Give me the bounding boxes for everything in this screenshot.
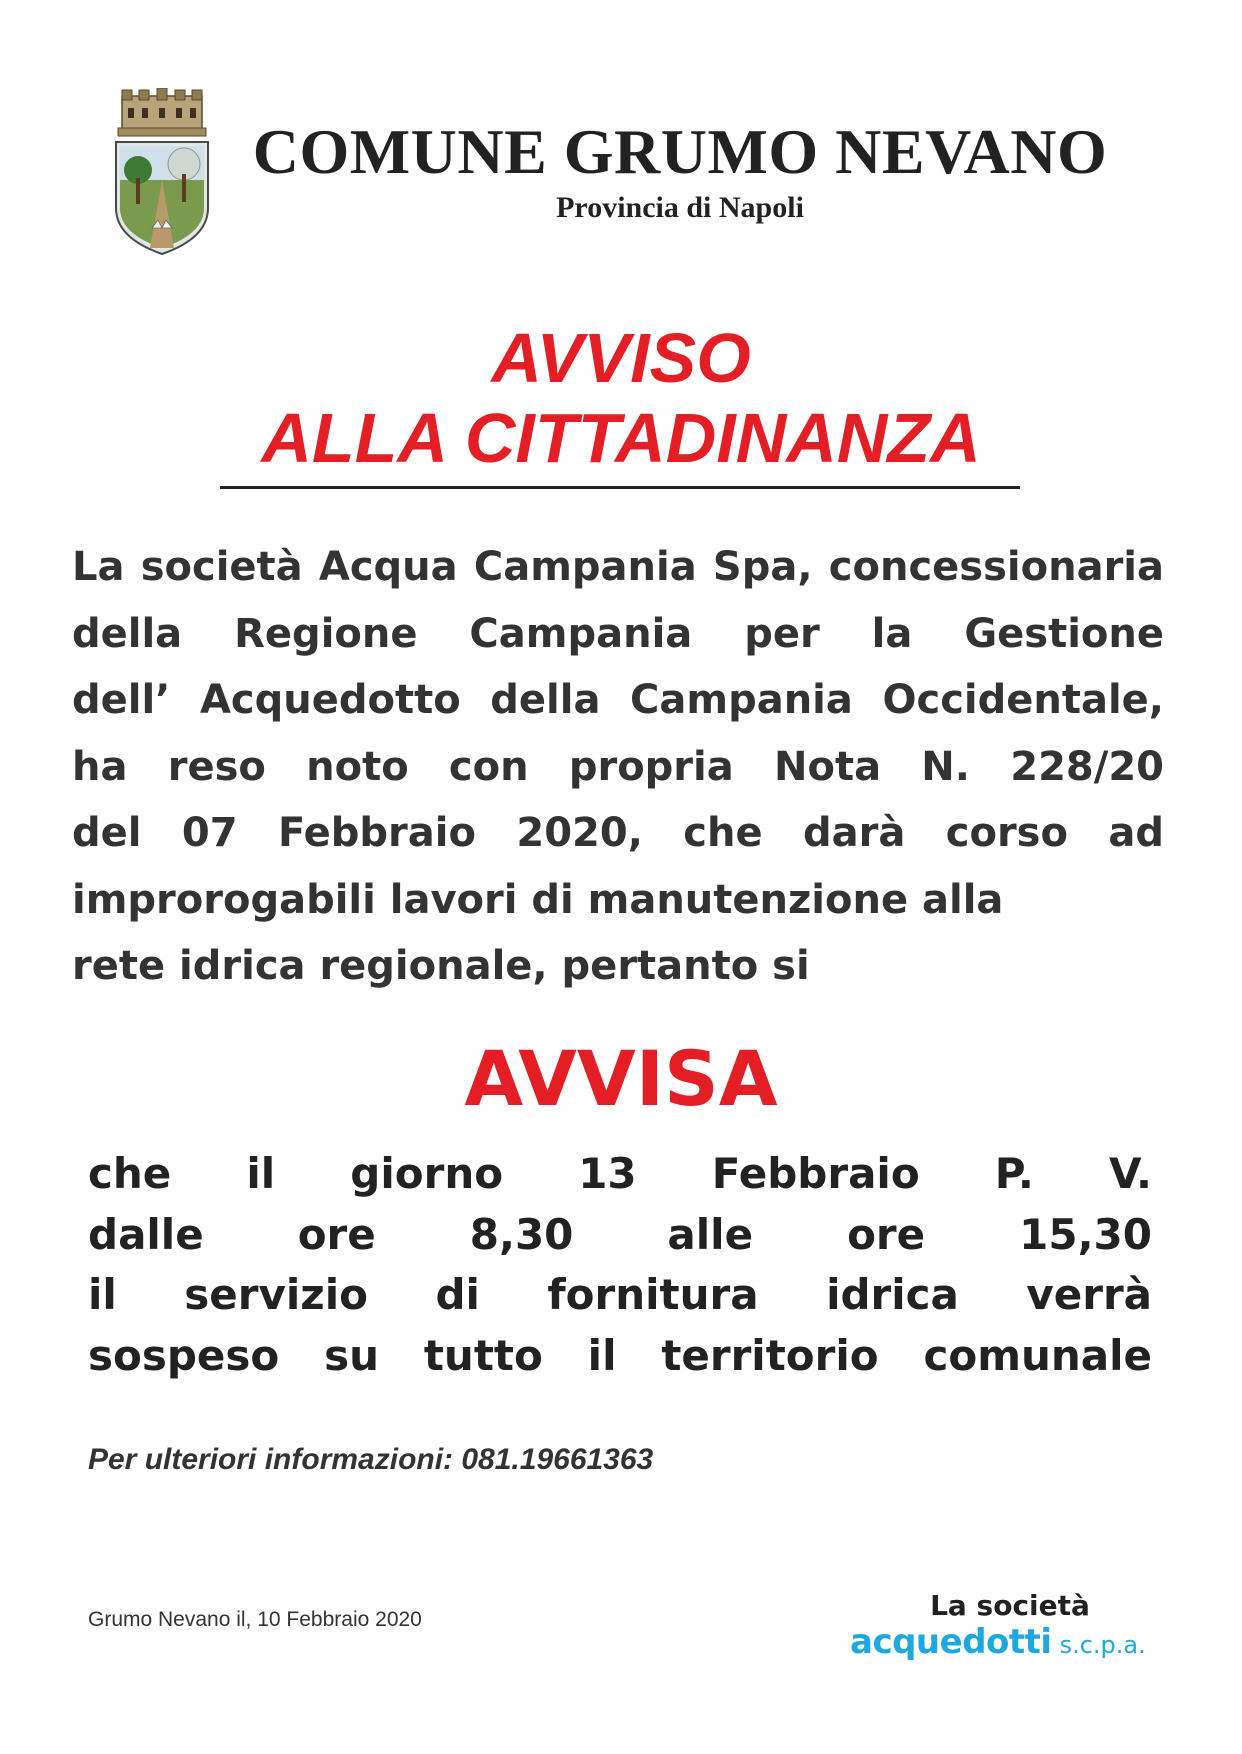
logo-suffix-text: s.c.p.a. [1059,1631,1146,1659]
body-line: rete idrica regionale, pertanto si [72,943,810,989]
dateline: Grumo Nevano il, 10 Febbraio 2020 [88,1608,422,1631]
coat-of-arms-icon [112,88,212,258]
body-line: ha reso noto con propria Nota N. 228/20 [72,743,1164,790]
notice-body [72,534,1164,1000]
contact-info: Per ulteriori informazioni: 081.19661363 [88,1443,654,1476]
notice-title [0,318,1242,478]
logo-main-text: acquedotti [850,1622,1052,1662]
announcement-line: il servizio di fornitura idrica verrà [88,1270,1152,1319]
title-underline [220,486,1020,489]
notice-title-line-1: AVVISO [491,319,751,397]
body-line: della Regione Campania per la Gestione [72,610,1164,657]
body-line: del 07 Febbraio 2020, che darà corso ad [72,810,1164,856]
announcement-line: sospeso su tutto il territorio comunale [88,1330,1152,1380]
announcement-line: che il giorno 13 Febbraio P. V. [88,1149,1152,1198]
acquedotti-logo [850,1622,1180,1662]
avvisa-heading: AVVISA [464,1034,778,1123]
body-line: dell’ Acquedotto della Campania Occidentale, [72,677,1164,723]
announcement [88,1144,1152,1386]
body-line: La società Acqua Campania Spa, concessionaria [72,544,1164,590]
announcement-line: dalle ore 8,30 alle ore 15,30 [88,1209,1152,1259]
company-label: La società [930,1589,1090,1622]
council-name: COMUNE GRUMO NEVANO [252,116,1108,187]
notice-title-line-2: ALLA CITTADINANZA [261,399,981,477]
body-line: improrogabili lavori di manutenzione alla [72,876,1004,923]
province-name: Provincia di Napoli [556,191,804,224]
council-header [220,116,1140,226]
